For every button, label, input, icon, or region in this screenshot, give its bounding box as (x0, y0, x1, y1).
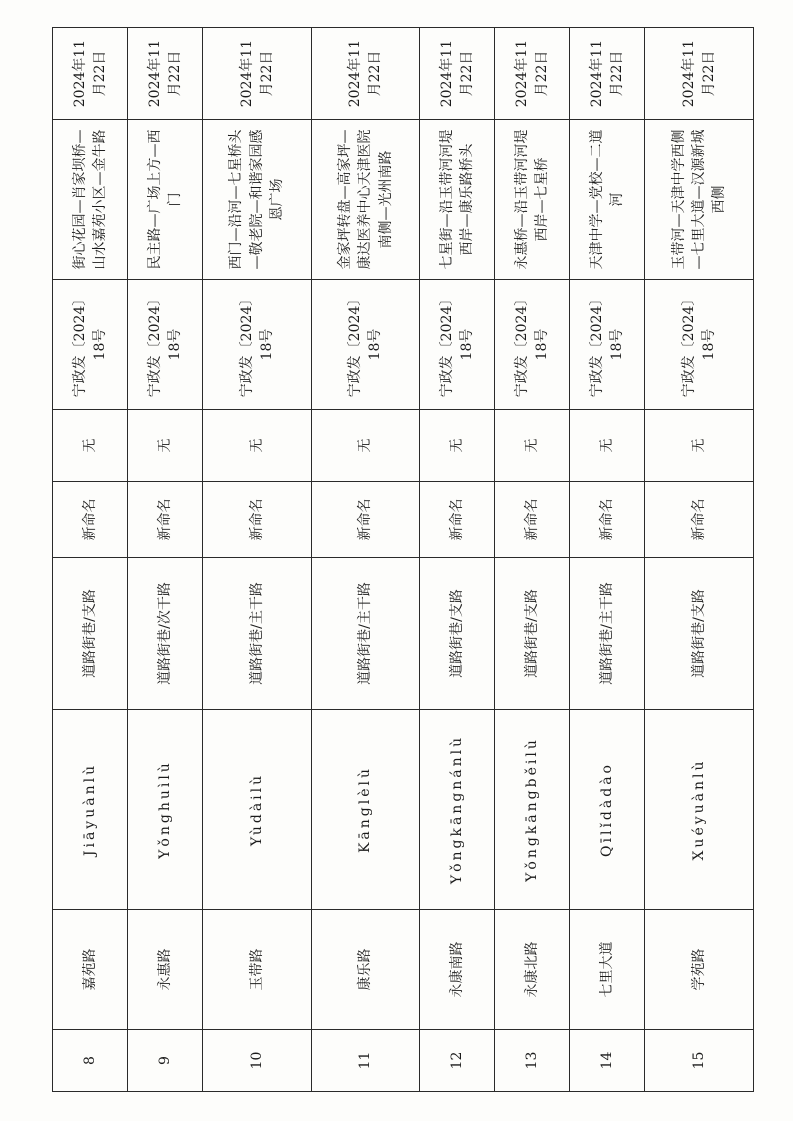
road-range: 街心花园—肖家坝桥—山水嘉苑小区—金牛路 (53, 120, 128, 280)
road-name: 嘉苑路 (53, 910, 128, 1030)
road-pinyin: Jiāyuànlù (53, 710, 128, 910)
old-name: 无 (128, 410, 203, 482)
approval-document: 宁政发〔2024〕18号 (311, 280, 420, 410)
old-name: 无 (53, 410, 128, 482)
naming-type: 新命名 (495, 482, 570, 558)
row-number: 13 (495, 1030, 570, 1092)
road-name: 康乐路 (311, 910, 420, 1030)
road-pinyin: Kānglèlù (311, 710, 420, 910)
road-pinyin: Yǒnghuìlù (128, 710, 203, 910)
table-row (420, 28, 495, 1092)
table-row (311, 28, 420, 1092)
approval-date: 2024年11月22日 (53, 28, 128, 120)
row-number: 11 (311, 1030, 420, 1092)
approval-date: 2024年11月22日 (203, 28, 312, 120)
old-name: 无 (420, 410, 495, 482)
road-category: 道路街巷/支路 (645, 558, 754, 710)
table-row (645, 28, 754, 1092)
road-range: 民主路—广场上方—西门 (128, 120, 203, 280)
approval-date: 2024年11月22日 (570, 28, 645, 120)
table-row (495, 28, 570, 1092)
road-pinyin: Yùdàilù (203, 710, 312, 910)
row-number: 8 (53, 1030, 128, 1092)
table-row (570, 28, 645, 1092)
road-name: 七里大道 (570, 910, 645, 1030)
road-range: 西门—沿河—七星桥头—敬老院—和谐家园感恩广场 (203, 120, 312, 280)
approval-document: 宁政发〔2024〕18号 (420, 280, 495, 410)
naming-type: 新命名 (128, 482, 203, 558)
approval-document: 宁政发〔2024〕18号 (645, 280, 754, 410)
row-number: 14 (570, 1030, 645, 1092)
row-number: 9 (128, 1030, 203, 1092)
road-category: 道路街巷/主干路 (570, 558, 645, 710)
old-name: 无 (203, 410, 312, 482)
road-range: 永惠桥—沿玉带河河堤西岸—七星桥 (495, 120, 570, 280)
road-category: 道路街巷/支路 (53, 558, 128, 710)
table-row (128, 28, 203, 1092)
approval-document: 宁政发〔2024〕18号 (53, 280, 128, 410)
road-range: 七星街—沿玉带河河堤西岸—康乐路桥头 (420, 120, 495, 280)
rotated-table-container (52, 28, 754, 1092)
table-row (53, 28, 128, 1092)
naming-type: 新命名 (311, 482, 420, 558)
road-category: 道路街巷/支路 (495, 558, 570, 710)
road-category: 道路街巷/支路 (420, 558, 495, 710)
old-name: 无 (645, 410, 754, 482)
approval-document: 宁政发〔2024〕18号 (203, 280, 312, 410)
naming-type: 新命名 (645, 482, 754, 558)
approval-date: 2024年11月22日 (495, 28, 570, 120)
approval-document: 宁政发〔2024〕18号 (495, 280, 570, 410)
road-pinyin: Qīlǐdàdào (570, 710, 645, 910)
approval-date: 2024年11月22日 (128, 28, 203, 120)
road-range: 玉带河—天津中学西侧—七里大道—汉源新城西侧 (645, 120, 754, 280)
old-name: 无 (495, 410, 570, 482)
approval-date: 2024年11月22日 (311, 28, 420, 120)
approval-document: 宁政发〔2024〕18号 (128, 280, 203, 410)
road-pinyin: Xuéyuànlù (645, 710, 754, 910)
naming-type: 新命名 (420, 482, 495, 558)
road-name: 永康南路 (420, 910, 495, 1030)
road-name: 永惠路 (128, 910, 203, 1030)
naming-type: 新命名 (570, 482, 645, 558)
road-names-table (52, 27, 754, 1092)
old-name: 无 (311, 410, 420, 482)
road-name: 永康北路 (495, 910, 570, 1030)
road-pinyin: Yǒngkāngnánlù (420, 710, 495, 910)
old-name: 无 (570, 410, 645, 482)
naming-type: 新命名 (203, 482, 312, 558)
approval-date: 2024年11月22日 (420, 28, 495, 120)
approval-date: 2024年11月22日 (645, 28, 754, 120)
road-category: 道路街巷/主干路 (311, 558, 420, 710)
row-number: 10 (203, 1030, 312, 1092)
table-row (203, 28, 312, 1092)
road-category: 道路街巷/次干路 (128, 558, 203, 710)
row-number: 12 (420, 1030, 495, 1092)
naming-type: 新命名 (53, 482, 128, 558)
road-name: 玉带路 (203, 910, 312, 1030)
road-range: 金家坪转盘—高家坪—康达医养中心天津医院南侧—光州南路 (311, 120, 420, 280)
road-pinyin: Yǒngkāngběilù (495, 710, 570, 910)
road-category: 道路街巷/主干路 (203, 558, 312, 710)
road-range: 天津中学—党校—二道河 (570, 120, 645, 280)
approval-document: 宁政发〔2024〕18号 (570, 280, 645, 410)
row-number: 15 (645, 1030, 754, 1092)
road-name: 学苑路 (645, 910, 754, 1030)
